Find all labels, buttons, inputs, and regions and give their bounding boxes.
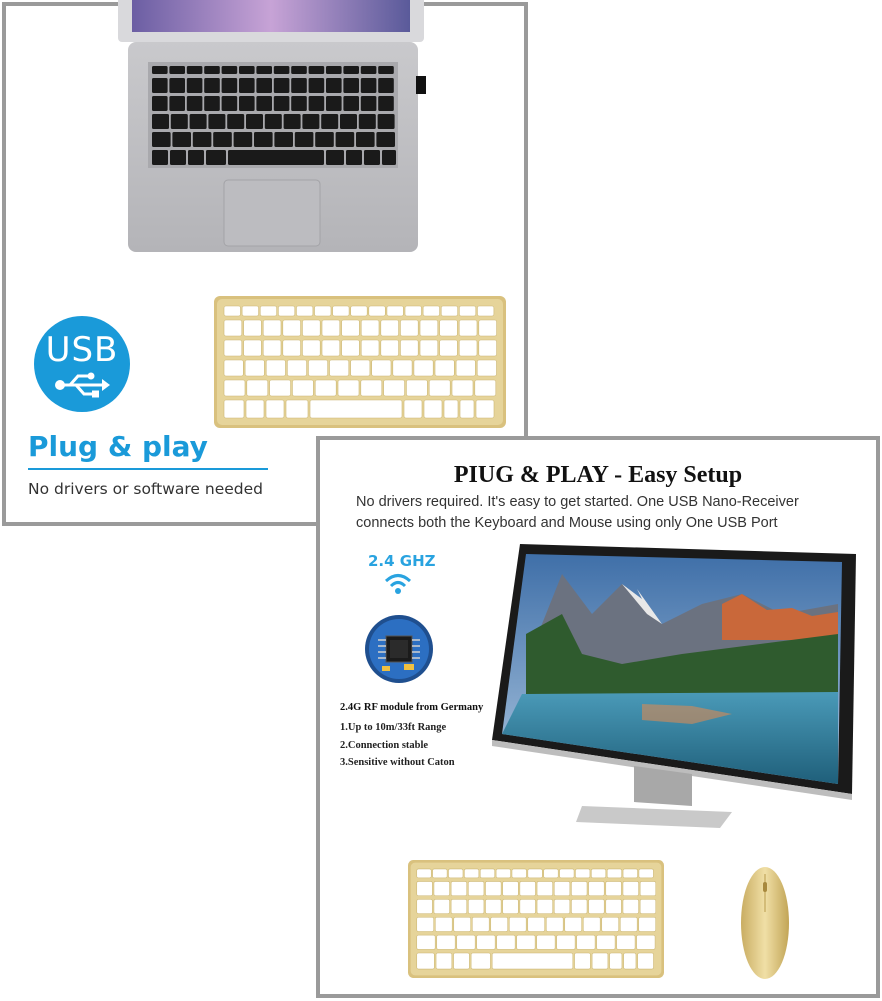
keyboard-image: [214, 296, 506, 428]
headline-divider: [28, 468, 268, 470]
rf-module-title: 2.4G RF module from Germany: [340, 702, 484, 713]
easy-setup-title: PIUG & PLAY - Easy Setup: [453, 462, 743, 488]
plug-and-play-headline: Plug & play: [28, 430, 208, 463]
frequency-label: 2.4 GHZ: [368, 552, 436, 570]
easy-setup-panel: [316, 436, 880, 998]
list-item: 1.Up to 10m/33ft Range: [340, 722, 447, 733]
usb-badge-label: USB: [45, 330, 119, 370]
monitor-image: [492, 544, 856, 838]
usb-badge: [34, 316, 130, 412]
chip-icon: [364, 614, 434, 684]
laptop-image: [106, 0, 436, 258]
mouse-image: [740, 866, 790, 980]
keyboard-image: [408, 860, 664, 978]
usb-symbol-icon: [54, 372, 110, 398]
list-item: 3.Sensitive without Caton: [340, 757, 455, 768]
easy-setup-description: No drivers required. It's easy to get started. One USB Nano-Receiver connects both the Keyboard and Mouse using only One USB Port: [356, 494, 799, 531]
list-item: 2.Connection stable: [340, 739, 429, 751]
plug-and-play-subtext: No drivers or software needed: [28, 480, 263, 498]
feature-list: [340, 722, 455, 775]
wifi-icon: [384, 572, 412, 596]
